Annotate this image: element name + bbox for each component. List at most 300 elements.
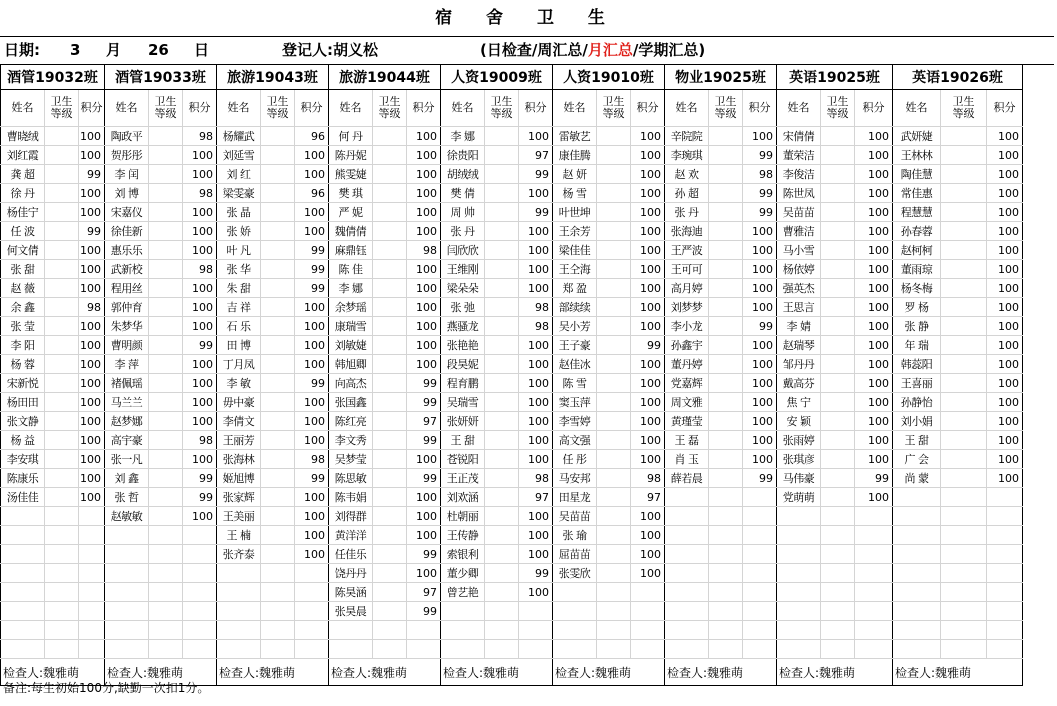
student-name: 赵 妍 (553, 165, 597, 184)
student-score: 100 (519, 526, 553, 545)
hygiene-grade (149, 127, 183, 146)
hygiene-grade (149, 260, 183, 279)
student-name: 安 颖 (777, 412, 821, 431)
student-name: 张琪彦 (777, 450, 821, 469)
student-score: 100 (987, 393, 1023, 412)
student-score: 100 (743, 374, 777, 393)
student-score (855, 640, 893, 659)
student-name: 梁雯豪 (217, 184, 261, 203)
student-name (217, 621, 261, 640)
student-score: 100 (519, 450, 553, 469)
hygiene-grade (709, 469, 743, 488)
student-score: 100 (987, 203, 1023, 222)
student-name (665, 526, 709, 545)
student-name: 熊雯婕 (329, 165, 373, 184)
hygiene-grade (261, 203, 295, 222)
hygiene-grade (261, 298, 295, 317)
student-name: 党萌萌 (777, 488, 821, 507)
hygiene-grade (597, 241, 631, 260)
student-name: 毋中豪 (217, 393, 261, 412)
student-score: 99 (519, 203, 553, 222)
student-name (1, 621, 45, 640)
hygiene-grade (373, 621, 407, 640)
student-score: 100 (407, 564, 441, 583)
table-row (1, 469, 1023, 488)
hygiene-grade (373, 336, 407, 355)
name-header: 姓名 (217, 90, 261, 127)
student-name: 刘欢涵 (441, 488, 485, 507)
hygiene-grade (45, 602, 79, 621)
student-score: 100 (987, 146, 1023, 165)
student-name: 王思言 (777, 298, 821, 317)
student-name: 陈康乐 (1, 469, 45, 488)
hygiene-grade (709, 241, 743, 260)
student-name: 雷敏艺 (553, 127, 597, 146)
student-score: 100 (519, 393, 553, 412)
student-name: 任 彤 (553, 450, 597, 469)
student-score: 100 (79, 127, 105, 146)
student-name: 吴小芳 (553, 317, 597, 336)
student-score: 99 (407, 602, 441, 621)
student-score: 100 (519, 127, 553, 146)
hygiene-grade (485, 564, 519, 583)
hygiene-grade (149, 374, 183, 393)
student-name: 梁朵朵 (441, 279, 485, 298)
student-name: 张 晶 (217, 203, 261, 222)
student-name: 周文雅 (665, 393, 709, 412)
student-name: 尚 蒙 (893, 469, 941, 488)
student-score: 98 (519, 298, 553, 317)
student-name: 王喜丽 (893, 374, 941, 393)
student-score: 100 (855, 488, 893, 507)
hygiene-grade (821, 450, 855, 469)
student-score (519, 621, 553, 640)
hygiene-grade (709, 165, 743, 184)
score-header: 积分 (743, 90, 777, 127)
class-name: 英语19026班 (893, 65, 1023, 90)
student-name: 康佳腾 (553, 146, 597, 165)
hygiene-grade (821, 146, 855, 165)
name-header: 姓名 (1, 90, 45, 127)
hygiene-grade (373, 564, 407, 583)
student-name: 罗 杨 (893, 298, 941, 317)
student-name (777, 621, 821, 640)
student-score: 100 (855, 336, 893, 355)
student-score: 100 (631, 184, 665, 203)
student-name (665, 640, 709, 659)
student-name: 康瑞雪 (329, 317, 373, 336)
hygiene-grade (821, 431, 855, 450)
student-score (855, 621, 893, 640)
table-row (1, 146, 1023, 165)
table-row (1, 488, 1023, 507)
student-score (987, 507, 1023, 526)
student-score (79, 545, 105, 564)
student-score: 100 (631, 260, 665, 279)
student-name: 薛若晨 (665, 469, 709, 488)
student-name (441, 621, 485, 640)
hygiene-grade (45, 640, 79, 659)
student-name: 王美丽 (217, 507, 261, 526)
student-score: 100 (855, 279, 893, 298)
student-name (777, 640, 821, 659)
hygiene-grade (485, 222, 519, 241)
student-score: 97 (407, 583, 441, 602)
student-name: 赵 欢 (665, 165, 709, 184)
student-name: 吴瑞雪 (441, 393, 485, 412)
student-name: 张艳艳 (441, 336, 485, 355)
score-header: 积分 (987, 90, 1023, 127)
summary-type (480, 37, 705, 64)
student-score (987, 526, 1023, 545)
student-score: 97 (519, 488, 553, 507)
student-name: 党嘉辉 (665, 374, 709, 393)
student-name: 赵柯柯 (893, 241, 941, 260)
student-name: 吴苗苗 (553, 507, 597, 526)
hygiene-grade (485, 526, 519, 545)
student-name: 陈 雪 (553, 374, 597, 393)
inspector: 检查人:魏雅萌 (105, 659, 217, 686)
hygiene-grade (485, 393, 519, 412)
student-name (441, 602, 485, 621)
student-score: 100 (987, 450, 1023, 469)
student-score: 100 (295, 165, 329, 184)
hygiene-grade (485, 431, 519, 450)
hygiene-grade (821, 526, 855, 545)
student-name: 李 婧 (777, 317, 821, 336)
student-score: 98 (295, 450, 329, 469)
hygiene-grade (597, 526, 631, 545)
summary-highlight: 月汇总 (587, 41, 633, 59)
hygiene-grade (149, 317, 183, 336)
student-name: 胡绒绒 (441, 165, 485, 184)
student-name (777, 545, 821, 564)
student-name: 辛院院 (665, 127, 709, 146)
student-score: 100 (855, 450, 893, 469)
hygiene-grade (149, 621, 183, 640)
student-score (183, 545, 217, 564)
hygiene-grade (261, 564, 295, 583)
hygiene-grade (373, 222, 407, 241)
student-score: 100 (519, 545, 553, 564)
hygiene-grade (941, 165, 987, 184)
student-name: 陈思敏 (329, 469, 373, 488)
student-name: 肖 玉 (665, 450, 709, 469)
hygiene-grade (149, 279, 183, 298)
student-name: 刘 红 (217, 165, 261, 184)
class-name: 人资19009班 (441, 65, 553, 90)
student-name: 李 敏 (217, 374, 261, 393)
student-score: 100 (519, 184, 553, 203)
student-score: 100 (295, 545, 329, 564)
student-score: 100 (183, 507, 217, 526)
hygiene-grade (821, 621, 855, 640)
student-name: 宋倩倩 (777, 127, 821, 146)
student-name: 闫欣欣 (441, 241, 485, 260)
student-score: 100 (183, 241, 217, 260)
hygiene-grade (149, 602, 183, 621)
hygiene-grade (821, 488, 855, 507)
student-name: 程育鹏 (441, 374, 485, 393)
student-name (893, 564, 941, 583)
summary-suffix: /学期汇总) (632, 41, 706, 59)
student-name: 朱梦华 (105, 317, 149, 336)
student-score: 100 (407, 260, 441, 279)
hygiene-grade (485, 298, 519, 317)
student-score: 98 (743, 165, 777, 184)
student-score (855, 564, 893, 583)
student-score (79, 526, 105, 545)
student-score (631, 602, 665, 621)
student-score (631, 583, 665, 602)
hygiene-grade (261, 583, 295, 602)
student-name: 陈世凤 (777, 184, 821, 203)
student-name: 部续续 (553, 298, 597, 317)
hygiene-grade (709, 317, 743, 336)
student-name (665, 602, 709, 621)
hygiene-grade (597, 431, 631, 450)
hygiene-grade (373, 412, 407, 431)
student-score (79, 583, 105, 602)
student-name: 王严波 (665, 241, 709, 260)
student-score: 100 (407, 355, 441, 374)
hygiene-grade (941, 469, 987, 488)
hygiene-grade (821, 127, 855, 146)
name-header: 姓名 (893, 90, 941, 127)
hygiene-grade (941, 507, 987, 526)
hygiene-grade (941, 127, 987, 146)
student-score: 99 (79, 222, 105, 241)
student-name: 张 华 (217, 260, 261, 279)
student-name: 刘延雪 (217, 146, 261, 165)
student-name: 余 鑫 (1, 298, 45, 317)
student-name (777, 564, 821, 583)
student-score: 100 (743, 241, 777, 260)
student-score: 99 (743, 146, 777, 165)
student-name: 马安邦 (553, 469, 597, 488)
student-name: 马兰兰 (105, 393, 149, 412)
table-row (1, 165, 1023, 184)
student-score: 100 (855, 146, 893, 165)
hygiene-grade (45, 564, 79, 583)
hygiene-grade (373, 241, 407, 260)
info-row (0, 37, 1054, 65)
student-name: 曹雅洁 (777, 222, 821, 241)
student-name: 陈丹妮 (329, 146, 373, 165)
student-score: 100 (743, 450, 777, 469)
hygiene-grade (261, 336, 295, 355)
student-score: 98 (183, 431, 217, 450)
hygiene-grade (373, 260, 407, 279)
hygiene-grade (261, 450, 295, 469)
student-name (665, 564, 709, 583)
student-score (519, 602, 553, 621)
student-score: 100 (519, 412, 553, 431)
student-score (295, 640, 329, 659)
student-score: 100 (295, 526, 329, 545)
hygiene-grade (485, 621, 519, 640)
hygiene-grade (373, 450, 407, 469)
student-name: 徐贵阳 (441, 146, 485, 165)
student-score (987, 488, 1023, 507)
student-score (79, 507, 105, 526)
grade-header: 卫生 等级 (149, 90, 183, 127)
student-name: 陈韦娟 (329, 488, 373, 507)
grade-header: 卫生 等级 (45, 90, 79, 127)
student-name: 王可可 (665, 260, 709, 279)
student-score: 100 (631, 526, 665, 545)
hygiene-grade (45, 165, 79, 184)
student-score: 100 (743, 279, 777, 298)
hygiene-grade (261, 165, 295, 184)
student-score (743, 545, 777, 564)
hygiene-grade (485, 450, 519, 469)
student-score: 100 (183, 203, 217, 222)
student-score: 100 (407, 203, 441, 222)
student-name: 张 瑜 (553, 526, 597, 545)
student-score: 99 (407, 393, 441, 412)
student-score: 99 (743, 317, 777, 336)
student-score: 99 (519, 165, 553, 184)
student-score: 100 (743, 431, 777, 450)
student-name: 王传静 (441, 526, 485, 545)
student-score: 97 (407, 412, 441, 431)
student-score (79, 640, 105, 659)
student-name (105, 621, 149, 640)
student-name: 李文秀 (329, 431, 373, 450)
student-score: 100 (987, 241, 1023, 260)
table-row (1, 298, 1023, 317)
student-score: 100 (631, 374, 665, 393)
student-name: 徐佳新 (105, 222, 149, 241)
hygiene-grade (45, 260, 79, 279)
hygiene-grade (597, 203, 631, 222)
student-name (665, 621, 709, 640)
student-name (893, 621, 941, 640)
student-score: 100 (79, 241, 105, 260)
student-score: 100 (519, 260, 553, 279)
student-name: 杨依婷 (777, 260, 821, 279)
student-name: 曹晓绒 (1, 127, 45, 146)
student-score: 100 (519, 355, 553, 374)
student-score: 100 (407, 488, 441, 507)
student-score: 100 (519, 279, 553, 298)
student-score: 100 (183, 355, 217, 374)
student-name: 韩蕊阳 (893, 355, 941, 374)
student-score (183, 583, 217, 602)
student-name: 索银利 (441, 545, 485, 564)
hygiene-grade (149, 545, 183, 564)
student-score: 100 (79, 412, 105, 431)
hygiene-grade (821, 374, 855, 393)
student-name: 张海林 (217, 450, 261, 469)
hygiene-grade (373, 355, 407, 374)
student-score: 100 (855, 317, 893, 336)
student-name: 李倩文 (217, 412, 261, 431)
student-name (777, 526, 821, 545)
hygiene-grade (149, 469, 183, 488)
hygiene-grade (261, 393, 295, 412)
hygiene-grade (597, 260, 631, 279)
hygiene-grade (373, 146, 407, 165)
hygiene-grade (485, 317, 519, 336)
student-name: 王林林 (893, 146, 941, 165)
student-name: 杨 蓉 (1, 355, 45, 374)
student-name: 石 乐 (217, 317, 261, 336)
student-name: 李琬琪 (665, 146, 709, 165)
hygiene-grade (45, 412, 79, 431)
column-header-row (1, 90, 1023, 127)
table-row (1, 317, 1023, 336)
grade-header: 卫生 等级 (941, 90, 987, 127)
student-score: 100 (79, 203, 105, 222)
hygiene-grade (261, 374, 295, 393)
table-row (1, 412, 1023, 431)
hygiene-grade (373, 526, 407, 545)
student-score: 100 (987, 279, 1023, 298)
student-score (743, 488, 777, 507)
student-score: 96 (295, 184, 329, 203)
student-name: 曾艺艳 (441, 583, 485, 602)
table-row (1, 507, 1023, 526)
student-score: 100 (855, 298, 893, 317)
student-name: 常佳惠 (893, 184, 941, 203)
student-score (855, 602, 893, 621)
student-name: 王正茂 (441, 469, 485, 488)
inspector: 检查人:魏雅萌 (441, 659, 553, 686)
student-name (1, 526, 45, 545)
student-score: 100 (519, 336, 553, 355)
hygiene-grade (821, 412, 855, 431)
date-number: 26 (148, 41, 169, 59)
student-name: 任 波 (1, 222, 45, 241)
student-name: 陶佳慧 (893, 165, 941, 184)
student-score: 100 (79, 184, 105, 203)
student-name: 张 莹 (1, 317, 45, 336)
student-name: 饶丹丹 (329, 564, 373, 583)
student-score: 100 (631, 355, 665, 374)
hygiene-grade (597, 564, 631, 583)
student-score: 100 (407, 279, 441, 298)
hygiene-grade (941, 336, 987, 355)
hygiene-grade (373, 488, 407, 507)
student-score: 100 (295, 431, 329, 450)
student-score: 100 (519, 583, 553, 602)
student-score: 97 (631, 488, 665, 507)
student-name (665, 507, 709, 526)
hygiene-grade (149, 146, 183, 165)
table-row (1, 431, 1023, 450)
hygiene-grade (597, 583, 631, 602)
hygiene-grade (709, 279, 743, 298)
class-name: 英语19025班 (777, 65, 893, 90)
hygiene-grade (45, 298, 79, 317)
hygiene-grade (709, 260, 743, 279)
hygiene-grade (709, 203, 743, 222)
student-name (105, 545, 149, 564)
hygiene-grade (709, 431, 743, 450)
hygiene-grade (485, 241, 519, 260)
student-name: 吉 祥 (217, 298, 261, 317)
hygiene-grade (821, 583, 855, 602)
hygiene-grade (709, 507, 743, 526)
name-header: 姓名 (665, 90, 709, 127)
student-name: 褚佩瑶 (105, 374, 149, 393)
student-score: 100 (183, 317, 217, 336)
student-score (987, 564, 1023, 583)
student-score: 100 (631, 241, 665, 260)
student-score (743, 621, 777, 640)
